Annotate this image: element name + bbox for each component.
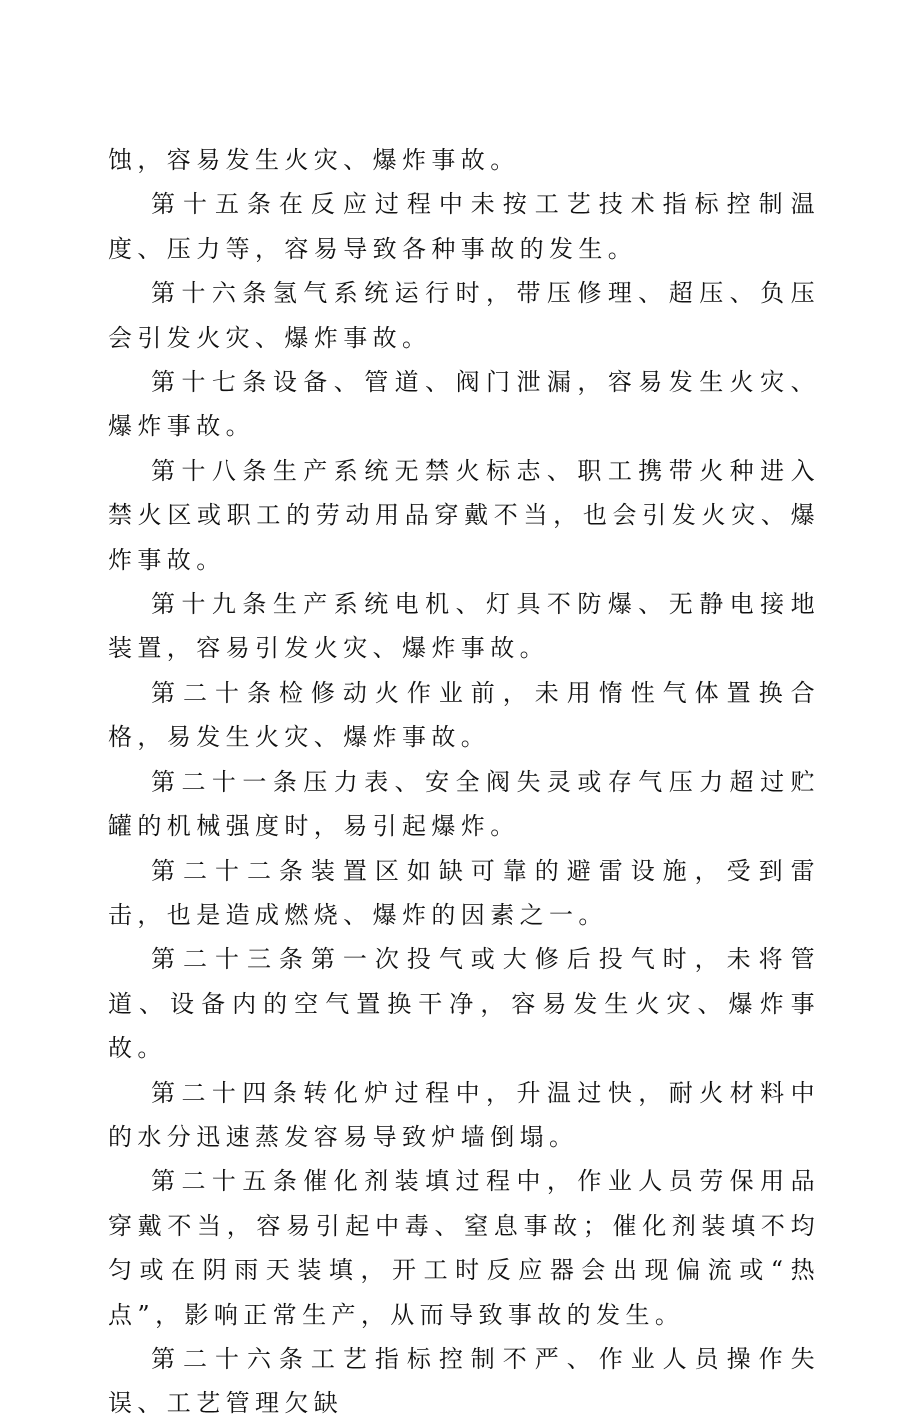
article-21: 第二十一条压力表、安全阀失灵或存气压力超过贮罐的机械强度时，易引起爆炸。 — [108, 767, 820, 841]
document-body — [108, 138, 820, 1426]
article-22: 第二十二条装置区如缺可靠的避雷设施，受到雷击，也是造成燃烧、爆炸的因素之一。 — [108, 856, 820, 929]
article-18: 第十八条生产系统无禁火标志、职工携带火种进入禁火区或职工的劳动用品穿戴不当，也会引发火灾、爆炸事故。 — [108, 456, 820, 574]
article-23: 第二十三条第一次投气或大修后投气时，未将管道、设备内的空气置换干净，容易发生火灾、爆炸事故。 — [108, 945, 820, 1063]
article-26: 第二十六条工艺指标控制不严、作业人员操作失误、工艺管理欠缺 — [108, 1344, 820, 1418]
article-15: 第十五条在反应过程中未按工艺技术指标控制温度、压力等，容易导致各种事故的发生。 — [108, 190, 820, 263]
article-19: 第十九条生产系统电机、灯具不防爆、无静电接地装置，容易引发火灾、爆炸事故。 — [108, 590, 820, 663]
paragraph-continuation: 蚀，容易发生火灾、爆炸事故。 — [108, 146, 520, 174]
article-24: 第二十四条转化炉过程中，升温过快，耐火材料中的水分迅速蒸发容易导致炉墙倒塌。 — [108, 1078, 820, 1151]
article-25: 第二十五条催化剂装填过程中，作业人员劳保用品穿戴不当，容易引起中毒、窒息事故；催化剂装填不均匀或在阴雨天装填，开工时反应器会出现偏流或“热点”，影响正常生产，从而导致事故的发生。 — [108, 1167, 820, 1329]
article-16: 第十六条氢气系统运行时，带压修理、超压、负压会引发火灾、爆炸事故。 — [108, 279, 820, 352]
article-17: 第十七条设备、管道、阀门泄漏，容易发生火灾、爆炸事故。 — [108, 368, 820, 441]
article-20: 第二十条检修动火作业前，未用惰性气体置换合格，易发生火灾、爆炸事故。 — [108, 678, 820, 752]
